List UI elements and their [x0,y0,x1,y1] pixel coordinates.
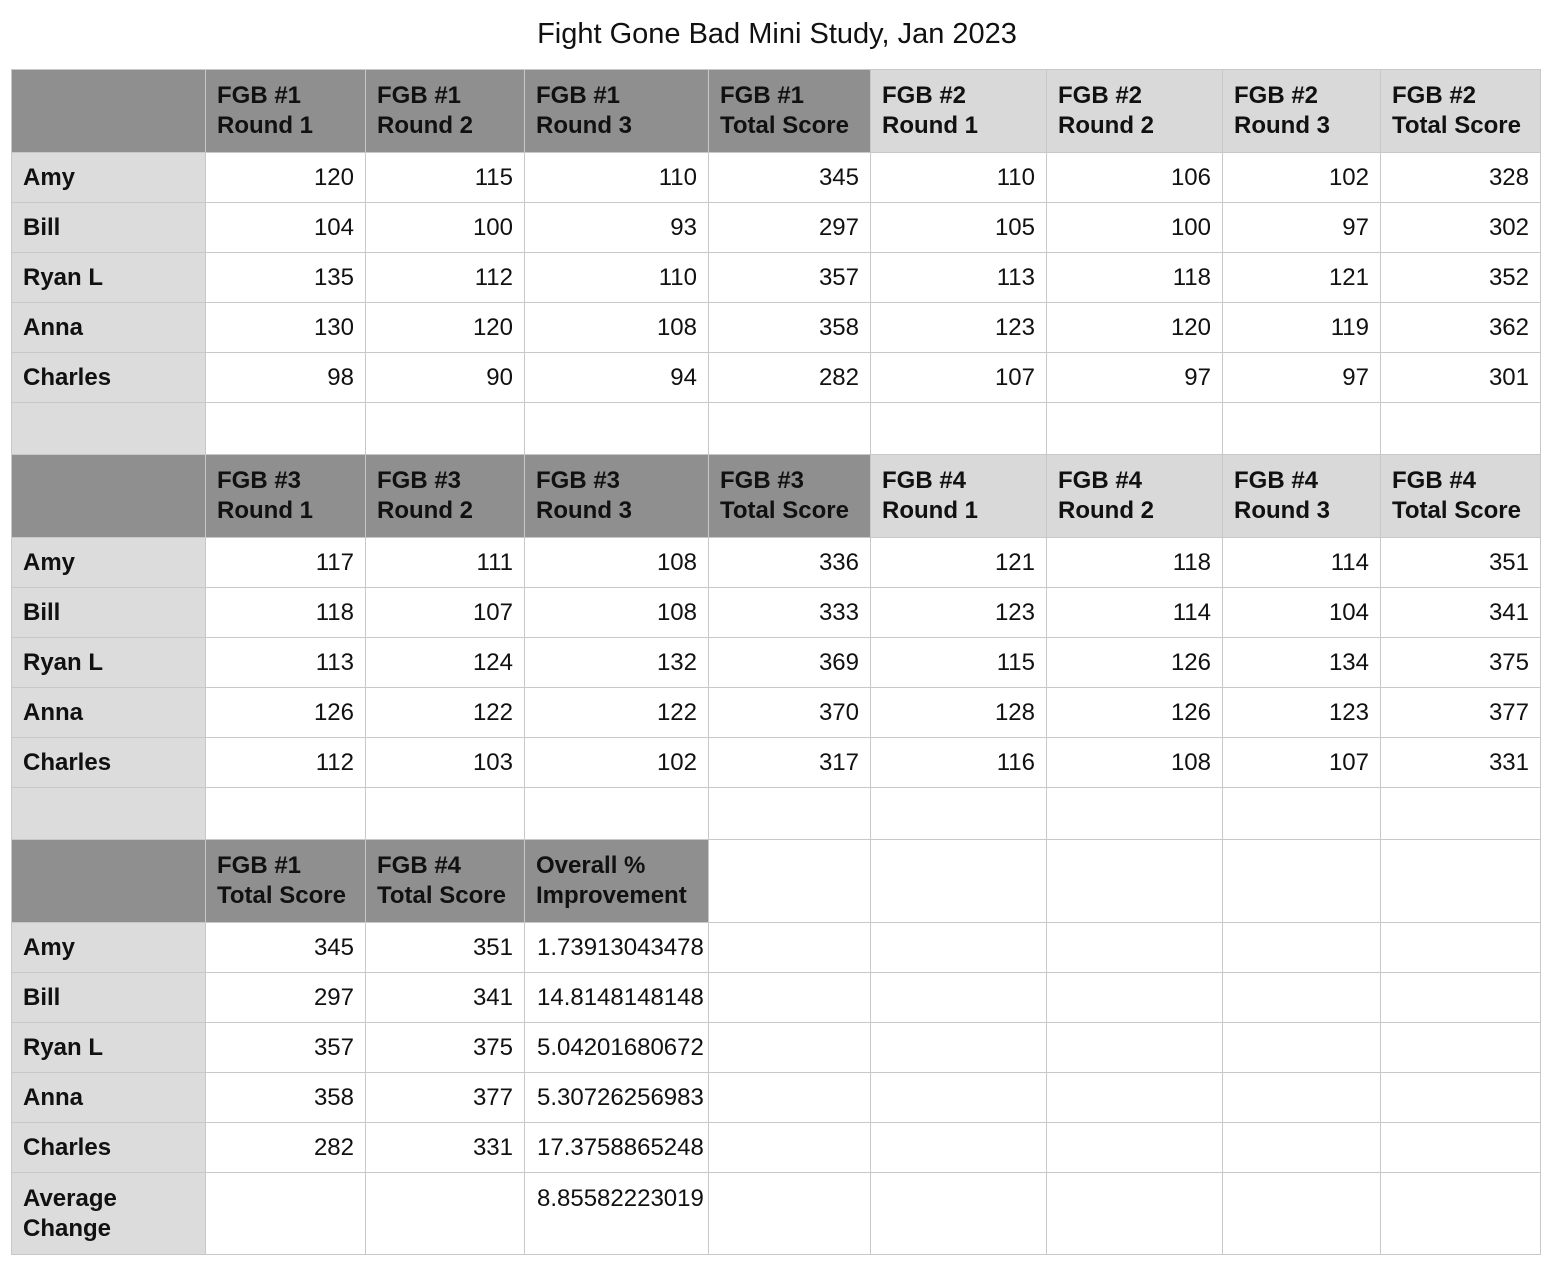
data-cell[interactable]: 121 [1223,253,1381,303]
empty-cell[interactable] [1223,973,1381,1023]
column-header[interactable]: FGB #3 Round 1 [206,455,366,538]
empty-cell[interactable] [709,788,871,840]
data-cell[interactable]: 105 [871,203,1047,253]
table-row [12,353,1541,403]
data-cell[interactable]: 297 [709,203,871,253]
empty-cell[interactable] [366,788,525,840]
data-cell[interactable]: 104 [206,203,366,253]
empty-cell[interactable] [871,1073,1047,1123]
data-cell[interactable]: 118 [1047,538,1223,588]
empty-cell[interactable] [871,923,1047,973]
data-cell[interactable]: 98 [206,353,366,403]
empty-cell[interactable] [871,973,1047,1023]
row-header[interactable]: Ryan L [12,638,206,688]
column-header[interactable]: FGB #2 Round 2 [1047,70,1223,153]
empty-cell[interactable] [1381,973,1541,1023]
empty-cell[interactable] [709,1023,871,1073]
empty-cell[interactable] [1047,840,1223,923]
data-cell[interactable]: 110 [525,253,709,303]
empty-cell[interactable] [1381,403,1541,455]
data-cell[interactable]: 375 [1381,638,1541,688]
data-cell[interactable]: 104 [1223,588,1381,638]
column-header[interactable]: FGB #3 Round 3 [525,455,709,538]
table-row [12,1023,1541,1073]
data-cell[interactable]: 107 [871,353,1047,403]
table-row [12,588,1541,638]
data-cell[interactable]: 118 [1047,253,1223,303]
row-header[interactable]: Ryan L [12,1023,206,1073]
data-cell[interactable]: 111 [366,538,525,588]
row-header[interactable]: Anna [12,303,206,353]
empty-cell[interactable] [1047,1123,1223,1173]
column-header[interactable]: FGB #2 Round 3 [1223,70,1381,153]
empty-cell[interactable] [709,840,871,923]
empty-cell[interactable] [1381,840,1541,923]
row-header[interactable]: Ryan L [12,253,206,303]
empty-cell[interactable] [1381,1173,1541,1255]
data-cell[interactable]: 369 [709,638,871,688]
data-cell[interactable]: 114 [1047,588,1223,638]
row-header[interactable]: Charles [12,738,206,788]
table2-body [12,538,1541,788]
data-cell[interactable]: 107 [1223,738,1381,788]
data-cell[interactable]: 123 [871,303,1047,353]
empty-cell[interactable] [1223,1123,1381,1173]
table-row [12,688,1541,738]
column-header[interactable]: FGB #4 Round 3 [1223,455,1381,538]
table1-header-row [12,70,1541,153]
column-header[interactable]: Overall % Improvement [525,840,709,923]
data-cell[interactable]: 118 [206,588,366,638]
table-row [12,203,1541,253]
empty-cell[interactable] [366,403,525,455]
average-change-row [12,1173,1541,1255]
data-cell[interactable]: 358 [709,303,871,353]
data-cell[interactable]: 352 [1381,253,1541,303]
data-cell[interactable]: 103 [366,738,525,788]
empty-cell[interactable] [1223,788,1381,840]
data-cell[interactable]: 121 [871,538,1047,588]
data-cell[interactable]: 317 [709,738,871,788]
empty-cell[interactable] [525,788,709,840]
column-header[interactable]: FGB #4 Total Score [366,840,525,923]
empty-cell[interactable] [1381,923,1541,973]
row-header[interactable]: Bill [12,973,206,1023]
empty-cell[interactable] [709,403,871,455]
data-cell[interactable]: 1.73913043478 [525,923,709,973]
empty-cell[interactable] [709,1173,871,1255]
data-cell[interactable]: 110 [525,153,709,203]
data-cell[interactable]: 370 [709,688,871,738]
empty-cell[interactable] [709,923,871,973]
table-row [12,738,1541,788]
empty-cell[interactable] [1381,1073,1541,1123]
data-cell[interactable]: 93 [525,203,709,253]
data-cell[interactable]: 345 [206,923,366,973]
empty-cell[interactable] [1223,923,1381,973]
data-cell[interactable]: 345 [709,153,871,203]
data-cell[interactable]: 108 [525,538,709,588]
data-cell[interactable]: 113 [206,638,366,688]
data-cell[interactable]: 122 [525,688,709,738]
data-cell[interactable]: 113 [871,253,1047,303]
column-header[interactable]: FGB #3 Round 2 [366,455,525,538]
empty-cell[interactable] [1381,1123,1541,1173]
table-row [12,153,1541,203]
empty-cell[interactable] [871,403,1047,455]
data-cell[interactable]: 341 [366,973,525,1023]
data-cell[interactable]: 14.8148148148 [525,973,709,1023]
table2-header-row [12,455,1541,538]
data-cell[interactable]: 122 [366,688,525,738]
data-cell[interactable]: 90 [366,353,525,403]
corner-cell[interactable] [12,70,206,153]
empty-cell[interactable] [1047,788,1223,840]
data-cell[interactable]: 351 [366,923,525,973]
row-header[interactable]: Amy [12,923,206,973]
empty-cell[interactable] [1047,403,1223,455]
table-row [12,923,1541,973]
column-header[interactable]: FGB #4 Round 1 [871,455,1047,538]
column-header[interactable]: FGB #3 Total Score [709,455,871,538]
data-cell[interactable]: 108 [525,303,709,353]
table-row [12,303,1541,353]
column-header[interactable]: FGB #1 Round 3 [525,70,709,153]
data-cell[interactable]: 106 [1047,153,1223,203]
data-cell[interactable]: 357 [206,1023,366,1073]
empty-cell[interactable] [709,1123,871,1173]
sheet-title: Fight Gone Bad Mini Study, Jan 2023 [537,18,1017,50]
data-cell[interactable]: 377 [1381,688,1541,738]
row-header[interactable]: Bill [12,203,206,253]
data-cell[interactable]: 97 [1223,353,1381,403]
empty-cell[interactable] [1223,1023,1381,1073]
data-cell[interactable]: 120 [206,153,366,203]
empty-cell[interactable] [1047,973,1223,1023]
empty-cell[interactable] [1047,1173,1223,1255]
empty-cell[interactable] [871,1023,1047,1073]
data-cell[interactable]: 110 [871,153,1047,203]
data-cell[interactable]: 100 [1047,203,1223,253]
data-cell[interactable]: 102 [525,738,709,788]
empty-cell[interactable] [366,1173,525,1255]
table-row [12,638,1541,688]
data-cell[interactable]: 331 [366,1123,525,1173]
empty-cell[interactable] [871,840,1047,923]
data-cell[interactable]: 362 [1381,303,1541,353]
data-cell[interactable]: 97 [1223,203,1381,253]
data-cell[interactable]: 328 [1381,153,1541,203]
data-cell[interactable]: 102 [1223,153,1381,203]
data-cell[interactable]: 282 [709,353,871,403]
empty-cell[interactable] [871,788,1047,840]
row-header[interactable]: Bill [12,588,206,638]
row-header-average[interactable]: Average Change [12,1173,206,1255]
data-cell[interactable]: 120 [366,303,525,353]
empty-cell[interactable] [1223,1073,1381,1123]
empty-cell[interactable] [206,403,366,455]
data-cell[interactable]: 130 [206,303,366,353]
data-cell[interactable]: 132 [525,638,709,688]
empty-cell[interactable] [1223,1173,1381,1255]
row-header[interactable]: Anna [12,688,206,738]
table-row [12,253,1541,303]
data-cell[interactable]: 375 [366,1023,525,1073]
data-cell[interactable]: 336 [709,538,871,588]
data-cell[interactable]: 126 [1047,638,1223,688]
data-cell[interactable]: 115 [366,153,525,203]
data-cell[interactable]: 108 [525,588,709,638]
data-cell[interactable]: 351 [1381,538,1541,588]
data-cell[interactable]: 112 [206,738,366,788]
empty-cell[interactable] [709,973,871,1023]
data-cell[interactable]: 107 [366,588,525,638]
data-cell[interactable]: 333 [709,588,871,638]
empty-cell[interactable] [1047,1023,1223,1073]
column-header[interactable]: FGB #2 Total Score [1381,70,1541,153]
corner-cell[interactable] [12,840,206,923]
data-cell[interactable]: 302 [1381,203,1541,253]
data-cell[interactable]: 97 [1047,353,1223,403]
column-header[interactable]: FGB #4 Total Score [1381,455,1541,538]
empty-cell[interactable] [709,1073,871,1123]
empty-cell[interactable] [525,403,709,455]
data-cell[interactable]: 123 [871,588,1047,638]
corner-cell[interactable] [12,455,206,538]
data-cell[interactable]: 100 [366,203,525,253]
data-cell[interactable]: 116 [871,738,1047,788]
table-row [12,1123,1541,1173]
data-cell[interactable]: 94 [525,353,709,403]
empty-cell[interactable] [871,1123,1047,1173]
column-header[interactable]: FGB #1 Round 1 [206,70,366,153]
data-cell[interactable]: 126 [206,688,366,738]
column-header[interactable]: FGB #4 Round 2 [1047,455,1223,538]
data-cell[interactable]: 357 [709,253,871,303]
empty-cell[interactable] [1381,788,1541,840]
data-cell[interactable]: 358 [206,1073,366,1123]
data-cell[interactable]: 123 [1223,688,1381,738]
row-header[interactable]: Anna [12,1073,206,1123]
table3-body [12,923,1541,1173]
empty-cell[interactable] [12,788,206,840]
empty-cell[interactable] [1223,403,1381,455]
data-cell[interactable]: 301 [1381,353,1541,403]
spacer-row [12,403,1541,455]
data-cell[interactable]: 119 [1223,303,1381,353]
data-cell[interactable]: 17.3758865248 [525,1123,709,1173]
empty-cell[interactable] [206,788,366,840]
table3-header-row [12,840,1541,923]
spacer-row [12,788,1541,840]
data-cell[interactable]: 124 [366,638,525,688]
data-cell[interactable]: 112 [366,253,525,303]
data-cell[interactable]: 126 [1047,688,1223,738]
empty-cell[interactable] [1223,840,1381,923]
data-cell[interactable]: 120 [1047,303,1223,353]
row-header[interactable]: Amy [12,153,206,203]
data-cell[interactable]: 135 [206,253,366,303]
data-cell[interactable]: 297 [206,973,366,1023]
empty-cell[interactable] [1047,923,1223,973]
empty-cell[interactable] [871,1173,1047,1255]
empty-cell[interactable] [12,403,206,455]
average-change-value[interactable]: 8.85582223019 [525,1173,709,1255]
data-cell[interactable]: 5.04201680672 [525,1023,709,1073]
data-cell[interactable]: 377 [366,1073,525,1123]
table-row [12,1073,1541,1123]
data-cell[interactable]: 117 [206,538,366,588]
data-cell[interactable]: 341 [1381,588,1541,638]
data-cell[interactable]: 5.30726256983 [525,1073,709,1123]
data-cell[interactable]: 128 [871,688,1047,738]
table1-body [12,153,1541,403]
row-header[interactable]: Charles [12,353,206,403]
empty-cell[interactable] [206,1173,366,1255]
row-header[interactable]: Charles [12,1123,206,1173]
data-cell[interactable]: 282 [206,1123,366,1173]
column-header[interactable]: FGB #1 Total Score [709,70,871,153]
table-row [12,538,1541,588]
data-cell[interactable]: 134 [1223,638,1381,688]
data-cell[interactable]: 331 [1381,738,1541,788]
data-cell[interactable]: 114 [1223,538,1381,588]
column-header[interactable]: FGB #2 Round 1 [871,70,1047,153]
data-cell[interactable]: 115 [871,638,1047,688]
row-header[interactable]: Amy [12,538,206,588]
column-header[interactable]: FGB #1 Round 2 [366,70,525,153]
table-row [12,973,1541,1023]
spreadsheet-table [11,69,1541,1255]
column-header[interactable]: FGB #1 Total Score [206,840,366,923]
empty-cell[interactable] [1047,1073,1223,1123]
empty-cell[interactable] [1381,1023,1541,1073]
data-cell[interactable]: 108 [1047,738,1223,788]
